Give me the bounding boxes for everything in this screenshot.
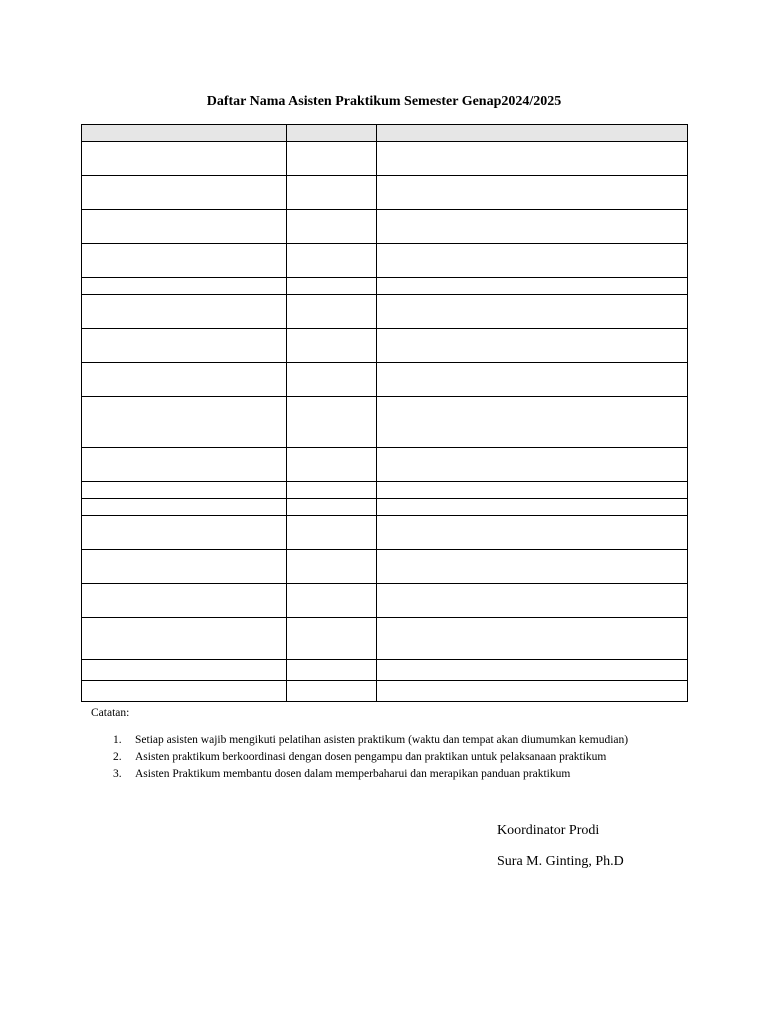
note-item [113,749,628,766]
table-cell [287,516,377,550]
table-cell [82,448,287,482]
table-cell [82,550,287,584]
table-cell [82,363,287,397]
table-cell [287,618,377,660]
table-cell [287,584,377,618]
table-cell [377,550,688,584]
table-row [82,363,688,397]
note-text: Asisten praktikum berkoordinasi dengan dosen pengampu dan praktikan untuk pelaksanaan praktikum [135,751,607,763]
header-cell [377,125,688,142]
table-cell [287,363,377,397]
table-row [82,448,688,482]
table-cell [377,142,688,176]
table-cell [82,681,287,702]
table-row [82,681,688,702]
table-cell [82,210,287,244]
table-cell [377,499,688,516]
table-row [82,584,688,618]
header-cell [82,125,287,142]
notes-list [113,732,628,783]
table-cell [287,448,377,482]
table-cell [82,397,287,448]
table-row [82,244,688,278]
table-row [82,142,688,176]
table-cell [287,210,377,244]
table-cell [287,397,377,448]
table-cell [287,482,377,499]
table-header-row [82,125,688,142]
table-cell [82,516,287,550]
note-text: Setiap asisten wajib mengikuti pelatihan asisten praktikum (waktu dan tempat akan diumumkan kemudian) [135,734,629,746]
table-cell [287,142,377,176]
note-number: 1. [113,734,122,746]
table-cell [287,278,377,295]
table-row [82,210,688,244]
table-row [82,660,688,681]
table-cell [82,278,287,295]
signature-role: Koordinator Prodi [497,823,600,838]
document-title: Daftar Nama Asisten Praktikum Semester Genap2024/2025 [206,94,562,109]
table-cell [377,660,688,681]
table-cell [377,363,688,397]
table-cell [287,499,377,516]
note-item [113,732,628,749]
table-cell [82,244,287,278]
table-cell [377,584,688,618]
note-text: Asisten Praktikum membantu dosen dalam memperbaharui dan merapikan panduan praktikum [135,768,571,780]
table-cell [377,618,688,660]
table-cell [82,618,287,660]
table-cell [82,584,287,618]
table-cell [377,516,688,550]
table-cell [82,176,287,210]
table-cell [377,278,688,295]
table-row [82,329,688,363]
note-number: 2. [113,751,122,763]
note-item [113,766,628,783]
table-cell [377,329,688,363]
table-row [82,482,688,499]
signature-name: Sura M. Ginting, Ph.D [497,854,624,869]
table-row [82,516,688,550]
table-cell [82,660,287,681]
table-cell [82,142,287,176]
table-row [82,550,688,584]
table-cell [287,329,377,363]
table-cell [287,681,377,702]
table-row [82,397,688,448]
table-cell [287,660,377,681]
notes-label: Catatan: [91,707,130,719]
table-cell [287,295,377,329]
table-cell [377,176,688,210]
table-cell [287,550,377,584]
table-cell [287,176,377,210]
table-row [82,295,688,329]
table-cell [82,329,287,363]
assistant-table [81,124,688,702]
table-row [82,618,688,660]
table-cell [82,482,287,499]
table-row [82,278,688,295]
table-cell [377,397,688,448]
table-cell [287,244,377,278]
table-cell [377,210,688,244]
table-row [82,176,688,210]
table-row [82,499,688,516]
table-cell [377,482,688,499]
table-cell [377,244,688,278]
table-cell [82,295,287,329]
table-cell [377,448,688,482]
header-cell [287,125,377,142]
note-number: 3. [113,768,122,780]
table-cell [377,295,688,329]
table-cell [377,681,688,702]
table-cell [82,499,287,516]
